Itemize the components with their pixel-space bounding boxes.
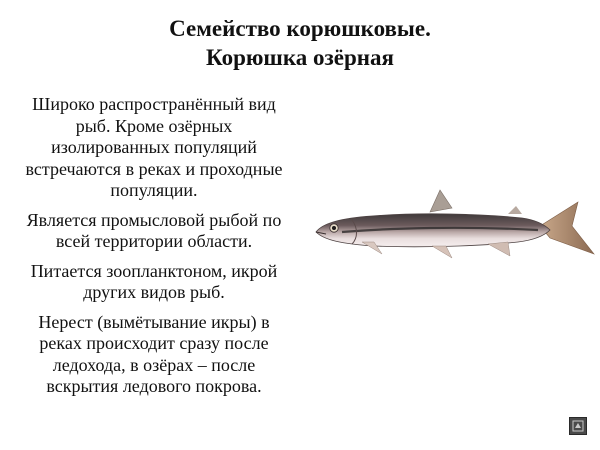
- paragraph-distribution: [4, 94, 304, 202]
- text-line: Является промысловой рыбой по: [26, 209, 282, 230]
- text-line: ледохода, в озёрах – после: [52, 354, 256, 375]
- paragraph-commercial: [4, 210, 304, 253]
- text-line: популяции.: [110, 180, 198, 200]
- text-line: Питается зоопланктоном, икрой: [30, 260, 278, 281]
- slide-nav-button[interactable]: [569, 417, 587, 435]
- text-line: Широко распространённый вид: [32, 94, 276, 114]
- text-line: рыб. Кроме озёрных: [75, 115, 233, 136]
- paragraph-diet: [4, 261, 304, 304]
- smelt-fish-illustration: [312, 184, 596, 272]
- body-text: [4, 94, 304, 406]
- text-line: встречаются в реках и проходные: [25, 158, 283, 179]
- text-line: реках происходит сразу после: [39, 333, 269, 353]
- text-line: всей территории области.: [55, 231, 253, 251]
- slide-title: [0, 14, 600, 72]
- text-line: других видов рыб.: [83, 282, 225, 302]
- title-line-1: Семейство корюшковые.: [169, 16, 431, 41]
- text-line: изолированных популяций: [51, 137, 257, 157]
- text-line: вскрытия ледового покрова.: [46, 376, 262, 396]
- paragraph-spawning: [4, 312, 304, 398]
- title-line-2: Корюшка озёрная: [206, 45, 394, 70]
- text-line: Нерест (вымётывание икры) в: [38, 311, 270, 332]
- slide-nav-icon: [572, 420, 584, 432]
